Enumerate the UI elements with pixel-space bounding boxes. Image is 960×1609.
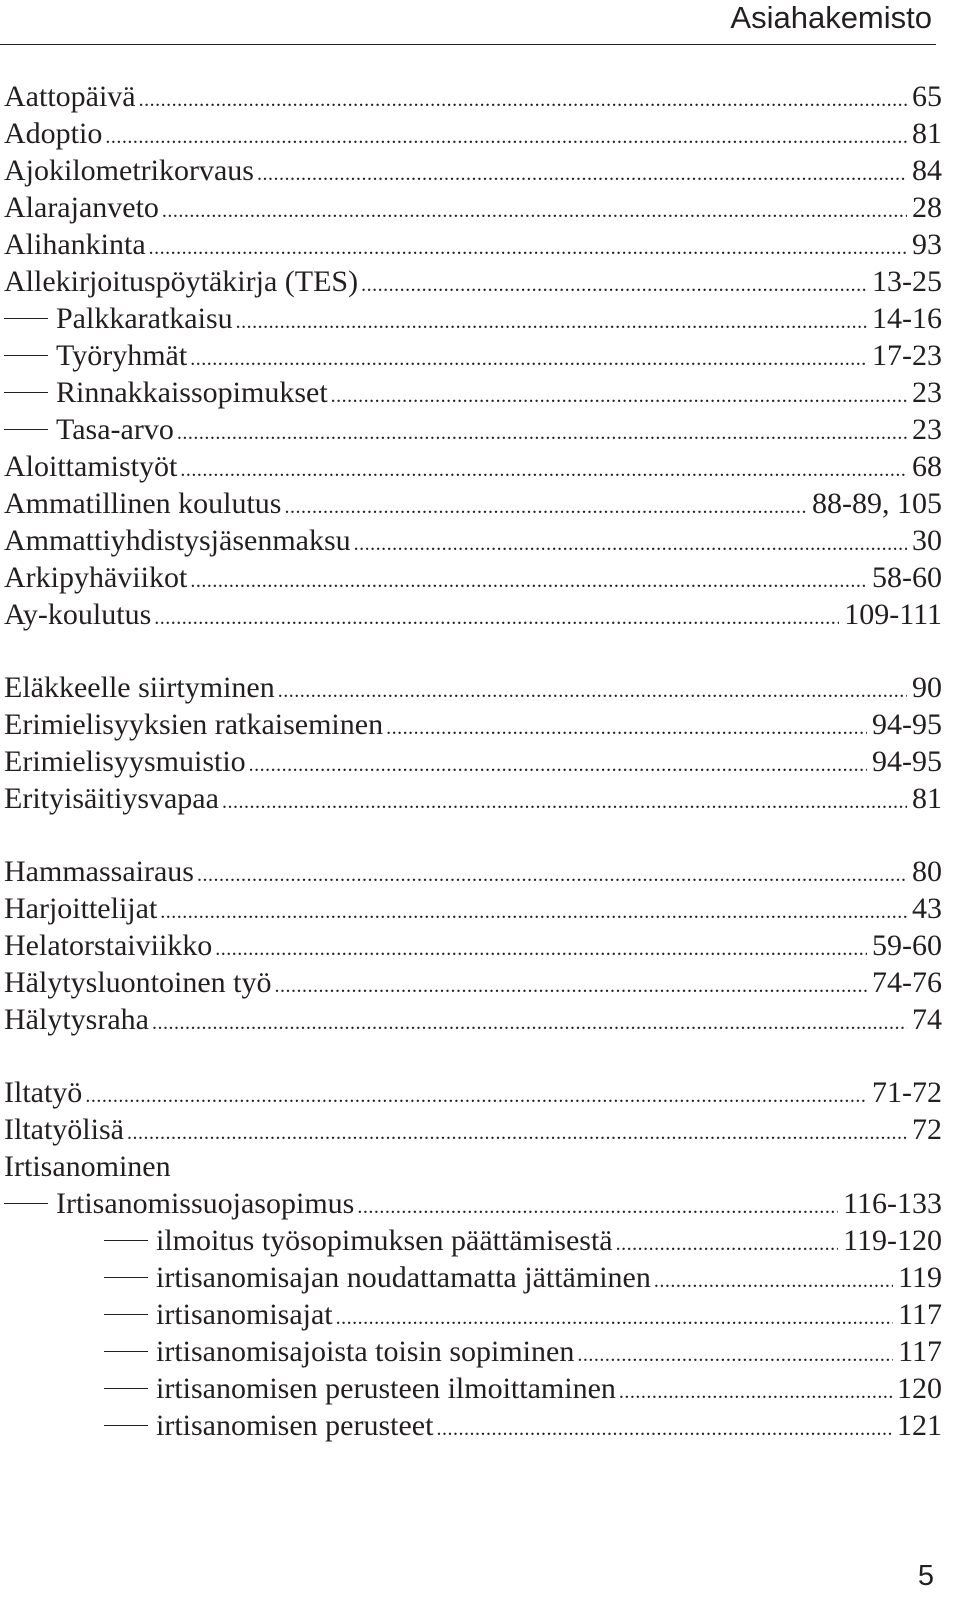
subentry-dash [104, 1425, 148, 1426]
page-reference: 74 [912, 1003, 942, 1036]
index-term: Ammattiyhdistysjäsenmaksu [4, 524, 351, 557]
index-entry [4, 853, 942, 890]
index-entry [4, 226, 942, 263]
dot-leader [162, 189, 907, 230]
dot-leader [180, 448, 907, 489]
index-term: ilmoitus työsopimuksen päättämisestä [156, 1224, 613, 1257]
dot-leader [105, 115, 907, 156]
index-entry [4, 1333, 942, 1370]
dot-leader [177, 411, 907, 452]
index-entry [4, 596, 942, 633]
subentry-dash [104, 1277, 148, 1278]
dot-leader [127, 1111, 907, 1152]
page-reference: 117 [898, 1298, 942, 1331]
page-reference: 43 [912, 892, 942, 925]
subentry-dash [4, 429, 48, 430]
index-term: Harjoittelijat [4, 892, 158, 925]
dot-leader [197, 853, 907, 894]
index-entry [4, 1407, 942, 1444]
dot-leader [274, 964, 867, 1005]
page-reference: 80 [912, 855, 942, 888]
index-entry [4, 374, 942, 411]
index-term: irtisanomisajat [156, 1298, 333, 1331]
index-term: Tasa-arvo [56, 413, 174, 446]
index-term: irtisanomisajan noudattamatta jättäminen [156, 1261, 651, 1294]
page-reference: 119-120 [843, 1224, 942, 1257]
index-entry [4, 890, 942, 927]
index-entry [4, 485, 942, 522]
page-reference: 81 [912, 782, 942, 815]
dot-leader [222, 780, 907, 821]
page-reference: 17-23 [872, 339, 942, 372]
dot-leader [285, 485, 808, 526]
index-entry [4, 559, 942, 596]
index-term: Erimielisyysmuistio [4, 745, 246, 778]
index-entry [4, 448, 942, 485]
dot-leader [654, 1259, 893, 1300]
page-reference: 68 [912, 450, 942, 483]
index-term: Työryhmät [56, 339, 188, 372]
index-entry [4, 780, 942, 817]
page-header [0, 0, 936, 45]
index-term: Erimielisyyksien ratkaiseminen [4, 708, 384, 741]
subentry-dash [4, 1203, 48, 1204]
index-term: Palkkaratkaisu [56, 302, 233, 335]
dot-leader [154, 596, 839, 637]
index-entry [4, 1148, 942, 1185]
subentry-dash [104, 1388, 148, 1389]
index-term: Alihankinta [4, 228, 146, 261]
dot-leader [160, 890, 907, 931]
index-term: Hälytysluontoinen työ [4, 966, 272, 999]
dot-leader [386, 706, 867, 747]
index-entry [4, 964, 942, 1001]
page-reference: 14-16 [872, 302, 942, 335]
page-reference: 58-60 [872, 561, 942, 594]
subentry-dash [4, 355, 48, 356]
index-term: Arkipyhäviikot [4, 561, 188, 594]
index-entry [4, 1296, 942, 1333]
page-reference: 119 [898, 1261, 942, 1294]
page-reference: 109-111 [844, 598, 942, 631]
dot-leader [236, 300, 867, 341]
index-term: Irtisanomissuojasopimus [56, 1187, 355, 1220]
index-entry [4, 1111, 942, 1148]
page-title: Asiahakemisto [730, 0, 932, 35]
dot-leader [354, 522, 907, 563]
index-term: irtisanomisen perusteen ilmoittaminen [156, 1372, 616, 1405]
dot-leader [616, 1222, 838, 1263]
dot-leader [257, 152, 907, 193]
page-reference: 23 [912, 413, 942, 446]
page-reference: 30 [912, 524, 942, 557]
index-term: Alarajanveto [4, 191, 159, 224]
dot-leader [190, 559, 867, 600]
index-entry [4, 1259, 942, 1296]
index-term: Iltatyölisä [4, 1113, 124, 1146]
index-entry [4, 1074, 942, 1111]
dot-leader [139, 78, 907, 119]
dot-leader [190, 337, 867, 378]
index-term: Eläkkeelle siirtyminen [4, 671, 275, 704]
index-entry [4, 1222, 942, 1259]
page-reference: 13-25 [872, 265, 942, 298]
page-reference: 65 [912, 80, 942, 113]
index-entry [4, 669, 942, 706]
page-reference: 121 [897, 1409, 942, 1442]
index-entry [4, 115, 942, 152]
index-entry [4, 263, 942, 300]
index-entry [4, 522, 942, 559]
index-term: Hälytysraha [4, 1003, 149, 1036]
subentry-dash [104, 1314, 148, 1315]
page-number: 5 [917, 1560, 934, 1592]
page-reference: 81 [912, 117, 942, 150]
index-term: irtisanomisajoista toisin sopiminen [156, 1335, 575, 1368]
page-reference: 120 [897, 1372, 942, 1405]
page-reference: 28 [912, 191, 942, 224]
index-term: Ay-koulutus [4, 598, 152, 631]
index-entry [4, 1185, 942, 1222]
dot-leader [278, 669, 907, 710]
dot-leader [331, 374, 907, 415]
index-term: Adoptio [4, 117, 103, 150]
index-term: Hammassairaus [4, 855, 194, 888]
index-term: Irtisanominen [4, 1150, 171, 1183]
page-reference: 90 [912, 671, 942, 704]
index-term: Ammatillinen koulutus [4, 487, 282, 520]
dot-leader [215, 927, 867, 968]
dot-leader [577, 1333, 893, 1374]
subentry-dash [4, 318, 48, 319]
page-reference: 72 [912, 1113, 942, 1146]
index-term: Allekirjoituspöytäkirja (TES) [4, 265, 359, 298]
page-reference: 88-89, 105 [812, 487, 942, 520]
page-reference: 59-60 [872, 929, 942, 962]
index-entry [4, 743, 942, 780]
page-reference: 94-95 [872, 745, 942, 778]
index-entry [4, 337, 942, 374]
group-spacer [4, 1038, 942, 1074]
page-reference: 74-76 [872, 966, 942, 999]
index-entry [4, 411, 942, 448]
index-entry [4, 152, 942, 189]
group-spacer [4, 633, 942, 669]
subentry-dash [4, 392, 48, 393]
page-reference: 116-133 [843, 1187, 942, 1220]
dot-leader [152, 1001, 907, 1042]
dot-leader [249, 743, 867, 784]
page-reference: 117 [898, 1335, 942, 1368]
dot-leader [85, 1074, 867, 1115]
index-term: Aloittamistyöt [4, 450, 178, 483]
index-term: irtisanomisen perusteet [156, 1409, 434, 1442]
dot-leader [357, 1185, 838, 1226]
page-reference: 84 [912, 154, 942, 187]
subject-index [4, 78, 942, 1444]
index-term: Rinnakkaissopimukset [56, 376, 328, 409]
dot-leader [361, 263, 867, 304]
page-reference: 94-95 [872, 708, 942, 741]
index-term: Erityisäitiysvapaa [4, 782, 219, 815]
page-reference: 93 [912, 228, 942, 261]
index-term: Aattopäivä [4, 80, 136, 113]
index-term: Ajokilometrikorvaus [4, 154, 254, 187]
dot-leader [336, 1296, 893, 1337]
dot-leader [149, 226, 907, 267]
index-entry [4, 706, 942, 743]
index-entry [4, 300, 942, 337]
index-term: Iltatyö [4, 1076, 83, 1109]
index-term: Helatorstaiviikko [4, 929, 213, 962]
subentry-dash [104, 1240, 148, 1241]
group-spacer [4, 817, 942, 853]
index-entry [4, 189, 942, 226]
index-entry [4, 1370, 942, 1407]
index-entry [4, 927, 942, 964]
index-entry [4, 78, 942, 115]
subentry-dash [104, 1351, 148, 1352]
page-reference: 71-72 [872, 1076, 942, 1109]
dot-leader [436, 1407, 892, 1448]
dot-leader [619, 1370, 892, 1411]
page-reference: 23 [912, 376, 942, 409]
index-entry [4, 1001, 942, 1038]
